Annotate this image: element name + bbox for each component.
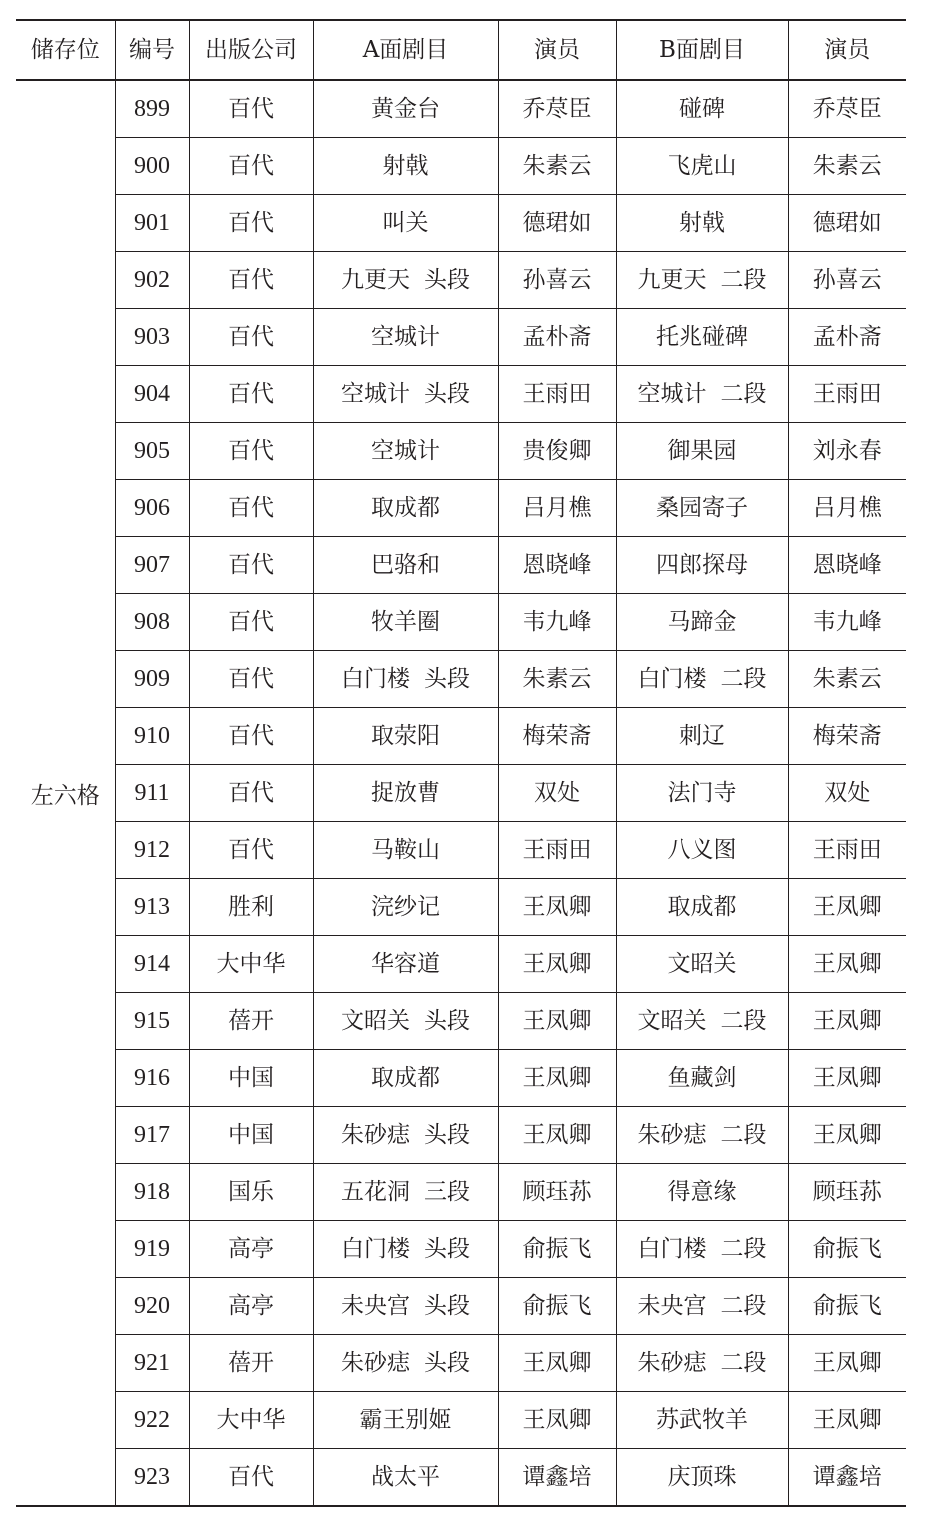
a-side-actor-cell: 王凤卿 xyxy=(498,1392,616,1449)
publisher-cell: 高亭 xyxy=(189,1278,313,1335)
a-side-title-cell-title: 文昭关 xyxy=(341,1008,410,1034)
table-row xyxy=(16,708,906,765)
publisher-cell: 百代 xyxy=(189,80,313,138)
b-side-title-cell-title: 取成都 xyxy=(667,894,737,920)
b-side-title-cell xyxy=(616,309,788,366)
b-side-title-cell-title: 庆顶珠 xyxy=(667,1464,737,1490)
table-row xyxy=(16,1050,906,1107)
record-number-cell: 916 xyxy=(115,1050,189,1107)
a-side-title-cell xyxy=(313,1050,498,1107)
a-side-title-cell xyxy=(313,1107,498,1164)
b-side-title-cell-title: 飞虎山 xyxy=(667,153,737,179)
record-number-cell: 906 xyxy=(115,480,189,537)
b-side-title-cell xyxy=(616,1107,788,1164)
a-side-title-cell xyxy=(313,936,498,993)
a-side-actor-cell: 王凤卿 xyxy=(498,993,616,1050)
b-side-actor-cell: 朱素云 xyxy=(788,651,906,708)
b-side-title-cell-title: 白门楼 xyxy=(637,1236,707,1262)
publisher-cell: 百代 xyxy=(189,366,313,423)
b-side-actor-cell: 王雨田 xyxy=(788,822,906,879)
a-side-title-cell-title: 马鞍山 xyxy=(371,837,440,863)
record-number-cell: 920 xyxy=(115,1278,189,1335)
header-b-side-actor: 演员 xyxy=(788,20,906,80)
b-side-title-cell xyxy=(616,1221,788,1278)
publisher-cell: 百代 xyxy=(189,594,313,651)
publisher-cell: 中国 xyxy=(189,1107,313,1164)
a-side-actor-cell: 孙喜云 xyxy=(498,252,616,309)
publisher-cell: 百代 xyxy=(189,1449,313,1507)
b-side-actor-cell: 双处 xyxy=(788,765,906,822)
b-side-actor-cell: 王雨田 xyxy=(788,366,906,423)
a-side-actor-cell: 贵俊卿 xyxy=(498,423,616,480)
a-side-title-cell-part: 头段 xyxy=(424,1350,470,1376)
a-side-title-cell xyxy=(313,138,498,195)
b-side-title-cell xyxy=(616,1449,788,1507)
b-side-actor-cell: 孙喜云 xyxy=(788,252,906,309)
b-side-title-cell-title: 文昭关 xyxy=(667,951,737,977)
b-side-actor-cell: 俞振飞 xyxy=(788,1278,906,1335)
b-side-actor-cell: 谭鑫培 xyxy=(788,1449,906,1507)
table-row xyxy=(16,1335,906,1392)
table-row xyxy=(16,1221,906,1278)
record-number-cell: 903 xyxy=(115,309,189,366)
record-number-cell: 917 xyxy=(115,1107,189,1164)
table-row xyxy=(16,480,906,537)
a-side-title-cell xyxy=(313,594,498,651)
b-side-title-cell xyxy=(616,594,788,651)
a-side-title-cell xyxy=(313,1449,498,1507)
record-number-cell: 899 xyxy=(115,80,189,138)
table-row xyxy=(16,309,906,366)
a-side-actor-cell: 双处 xyxy=(498,765,616,822)
a-side-title-cell-title: 未央宫 xyxy=(341,1293,410,1319)
a-side-actor-cell: 王凤卿 xyxy=(498,1107,616,1164)
b-side-actor-cell: 王凤卿 xyxy=(788,1392,906,1449)
a-side-title-cell xyxy=(313,765,498,822)
b-side-title-cell xyxy=(616,1335,788,1392)
b-side-title-cell-title: 马蹄金 xyxy=(667,609,737,635)
b-side-title-cell-title: 法门寺 xyxy=(667,780,737,806)
b-side-title-cell-title: 鱼藏剑 xyxy=(667,1065,737,1091)
b-side-actor-cell: 刘永春 xyxy=(788,423,906,480)
b-side-title-cell xyxy=(616,423,788,480)
b-side-title-cell-part: 二段 xyxy=(720,1293,767,1319)
table-row xyxy=(16,1107,906,1164)
table-body xyxy=(16,80,906,1506)
a-side-actor-cell: 顾珏荪 xyxy=(498,1164,616,1221)
publisher-cell: 国乐 xyxy=(189,1164,313,1221)
a-side-actor-cell: 王雨田 xyxy=(498,822,616,879)
b-side-title-cell-title: 御果园 xyxy=(667,438,737,464)
header-storage: 储存位 xyxy=(16,20,115,80)
b-side-actor-cell: 恩晓峰 xyxy=(788,537,906,594)
table-row xyxy=(16,195,906,252)
b-side-title-cell-title: 得意缘 xyxy=(667,1179,737,1205)
b-side-title-cell-title: 刺辽 xyxy=(679,723,725,749)
record-number-cell: 918 xyxy=(115,1164,189,1221)
b-side-title-cell-title: 九更天 xyxy=(637,267,707,293)
publisher-cell: 蓓开 xyxy=(189,1335,313,1392)
a-side-title-cell xyxy=(313,423,498,480)
a-side-title-cell-title: 白门楼 xyxy=(341,1236,410,1262)
a-side-title-cell xyxy=(313,822,498,879)
publisher-cell: 百代 xyxy=(189,537,313,594)
record-number-cell: 923 xyxy=(115,1449,189,1507)
b-side-actor-cell: 顾珏荪 xyxy=(788,1164,906,1221)
a-side-title-cell-part: 头段 xyxy=(424,1236,470,1262)
a-side-actor-cell: 朱素云 xyxy=(498,138,616,195)
b-side-title-cell-title: 未央宫 xyxy=(637,1293,707,1319)
table-row xyxy=(16,936,906,993)
a-side-title-cell xyxy=(313,1335,498,1392)
a-side-title-cell-title: 华容道 xyxy=(371,951,440,977)
a-side-actor-cell: 俞振飞 xyxy=(498,1278,616,1335)
a-side-title-cell-part: 头段 xyxy=(424,381,470,407)
table-row xyxy=(16,993,906,1050)
publisher-cell: 大中华 xyxy=(189,1392,313,1449)
a-side-title-cell-title: 白门楼 xyxy=(341,666,410,692)
a-side-title-cell-title: 捉放曹 xyxy=(371,780,440,806)
table-row xyxy=(16,537,906,594)
b-side-title-cell xyxy=(616,480,788,537)
a-side-title-cell-title: 浣纱记 xyxy=(371,894,440,920)
b-side-actor-cell: 王凤卿 xyxy=(788,993,906,1050)
a-side-actor-cell: 恩晓峰 xyxy=(498,537,616,594)
publisher-cell: 百代 xyxy=(189,765,313,822)
header-b-side-title: B面剧目 xyxy=(616,20,788,80)
b-side-title-cell xyxy=(616,138,788,195)
table-row xyxy=(16,651,906,708)
publisher-cell: 百代 xyxy=(189,195,313,252)
a-side-title-cell-title: 黄金台 xyxy=(371,96,440,122)
a-side-title-cell-title: 巴骆和 xyxy=(371,552,440,578)
table-row xyxy=(16,765,906,822)
a-side-title-cell-title: 取成都 xyxy=(371,495,440,521)
publisher-cell: 百代 xyxy=(189,423,313,480)
table-row xyxy=(16,1278,906,1335)
storage-location-cell: 左六格 xyxy=(16,80,115,1506)
record-number-cell: 914 xyxy=(115,936,189,993)
table-row xyxy=(16,594,906,651)
a-side-actor-cell: 德珺如 xyxy=(498,195,616,252)
record-number-cell: 915 xyxy=(115,993,189,1050)
a-side-title-cell-part: 三段 xyxy=(424,1179,470,1205)
a-side-title-cell-title: 五花洞 xyxy=(341,1179,410,1205)
publisher-cell: 胜利 xyxy=(189,879,313,936)
header-number: 编号 xyxy=(115,20,189,80)
publisher-cell: 大中华 xyxy=(189,936,313,993)
b-side-title-cell xyxy=(616,537,788,594)
a-side-actor-cell: 王凤卿 xyxy=(498,1050,616,1107)
table-row xyxy=(16,1392,906,1449)
b-side-title-cell-title: 文昭关 xyxy=(637,1008,707,1034)
a-side-actor-cell: 乔荩臣 xyxy=(498,80,616,138)
a-side-actor-cell: 孟朴斋 xyxy=(498,309,616,366)
b-side-title-cell-title: 射戟 xyxy=(679,210,725,236)
a-side-title-cell-part: 头段 xyxy=(424,1008,470,1034)
b-side-title-cell xyxy=(616,366,788,423)
a-side-actor-cell: 俞振飞 xyxy=(498,1221,616,1278)
b-side-title-cell-part: 二段 xyxy=(720,666,767,692)
b-side-title-cell xyxy=(616,936,788,993)
record-number-cell: 922 xyxy=(115,1392,189,1449)
b-side-actor-cell: 吕月樵 xyxy=(788,480,906,537)
a-side-title-cell-part: 头段 xyxy=(424,267,470,293)
table-row xyxy=(16,1164,906,1221)
a-side-actor-cell: 王凤卿 xyxy=(498,1335,616,1392)
table-row xyxy=(16,366,906,423)
b-side-title-cell xyxy=(616,252,788,309)
b-side-actor-cell: 王凤卿 xyxy=(788,1050,906,1107)
a-side-title-cell xyxy=(313,537,498,594)
record-number-cell: 911 xyxy=(115,765,189,822)
table-row xyxy=(16,1449,906,1507)
a-side-title-cell xyxy=(313,80,498,138)
a-side-title-cell-title: 取成都 xyxy=(371,1065,440,1091)
record-number-cell: 909 xyxy=(115,651,189,708)
a-side-title-cell-title: 叫关 xyxy=(382,210,429,236)
b-side-title-cell xyxy=(616,708,788,765)
b-side-title-cell xyxy=(616,651,788,708)
b-side-actor-cell: 乔荩臣 xyxy=(788,80,906,138)
a-side-title-cell xyxy=(313,1164,498,1221)
record-number-cell: 907 xyxy=(115,537,189,594)
record-number-cell: 910 xyxy=(115,708,189,765)
a-side-title-cell-part: 头段 xyxy=(424,666,470,692)
b-side-title-cell xyxy=(616,1392,788,1449)
b-side-actor-cell: 朱素云 xyxy=(788,138,906,195)
b-side-title-cell-part: 二段 xyxy=(720,1350,767,1376)
b-side-title-cell xyxy=(616,1278,788,1335)
a-side-actor-cell: 王雨田 xyxy=(498,366,616,423)
b-side-title-cell-part: 二段 xyxy=(720,1008,767,1034)
b-side-actor-cell: 韦九峰 xyxy=(788,594,906,651)
publisher-cell: 百代 xyxy=(189,252,313,309)
b-side-actor-cell: 王凤卿 xyxy=(788,879,906,936)
a-side-title-cell xyxy=(313,366,498,423)
a-side-title-cell-title: 取荥阳 xyxy=(371,723,440,749)
b-side-actor-cell: 孟朴斋 xyxy=(788,309,906,366)
a-side-title-cell-title: 霸王别姬 xyxy=(359,1407,452,1433)
a-side-title-cell xyxy=(313,651,498,708)
b-side-actor-cell: 王凤卿 xyxy=(788,936,906,993)
b-side-title-cell xyxy=(616,1050,788,1107)
record-number-cell: 900 xyxy=(115,138,189,195)
b-side-title-cell-title: 朱砂痣 xyxy=(637,1350,707,1376)
b-side-title-cell xyxy=(616,879,788,936)
b-side-actor-cell: 王凤卿 xyxy=(788,1335,906,1392)
a-side-title-cell-title: 朱砂痣 xyxy=(341,1122,410,1148)
publisher-cell: 蓓开 xyxy=(189,993,313,1050)
table-row xyxy=(16,822,906,879)
a-side-title-cell xyxy=(313,1278,498,1335)
b-side-title-cell-part: 二段 xyxy=(720,1236,767,1262)
a-side-title-cell-title: 牧羊圈 xyxy=(371,609,440,635)
record-number-cell: 912 xyxy=(115,822,189,879)
a-side-title-cell-title: 射戟 xyxy=(382,153,429,179)
a-side-title-cell xyxy=(313,993,498,1050)
a-side-actor-cell: 王凤卿 xyxy=(498,879,616,936)
a-side-title-cell xyxy=(313,879,498,936)
a-side-title-cell-title: 空城计 xyxy=(371,324,440,350)
header-company: 出版公司 xyxy=(189,20,313,80)
publisher-cell: 百代 xyxy=(189,138,313,195)
record-number-cell: 913 xyxy=(115,879,189,936)
b-side-title-cell-part: 二段 xyxy=(720,381,767,407)
publisher-cell: 百代 xyxy=(189,651,313,708)
a-side-actor-cell: 朱素云 xyxy=(498,651,616,708)
b-side-title-cell xyxy=(616,1164,788,1221)
b-side-title-cell-title: 八义图 xyxy=(667,837,737,863)
record-number-cell: 904 xyxy=(115,366,189,423)
b-side-title-cell xyxy=(616,822,788,879)
table-row xyxy=(16,423,906,480)
a-side-title-cell-title: 战太平 xyxy=(371,1464,440,1490)
record-number-cell: 919 xyxy=(115,1221,189,1278)
a-side-title-cell xyxy=(313,309,498,366)
b-side-title-cell-title: 四郎探母 xyxy=(656,552,748,578)
record-number-cell: 901 xyxy=(115,195,189,252)
a-side-actor-cell: 韦九峰 xyxy=(498,594,616,651)
a-side-title-cell-title: 朱砂痣 xyxy=(341,1350,410,1376)
a-side-title-cell-part: 头段 xyxy=(424,1293,470,1319)
b-side-title-cell xyxy=(616,765,788,822)
b-side-title-cell xyxy=(616,80,788,138)
b-side-actor-cell: 王凤卿 xyxy=(788,1107,906,1164)
table-row xyxy=(16,252,906,309)
record-number-cell: 908 xyxy=(115,594,189,651)
publisher-cell: 中国 xyxy=(189,1050,313,1107)
b-side-actor-cell: 德珺如 xyxy=(788,195,906,252)
b-side-title-cell-title: 碰碑 xyxy=(679,96,725,122)
a-side-title-cell xyxy=(313,1221,498,1278)
b-side-title-cell-title: 白门楼 xyxy=(637,666,707,692)
a-side-title-cell-title: 空城计 xyxy=(341,381,410,407)
record-table xyxy=(16,19,906,1507)
header-a-side-title: A面剧目 xyxy=(313,20,498,80)
b-side-title-cell xyxy=(616,993,788,1050)
a-side-title-cell-title: 空城计 xyxy=(371,438,440,464)
b-side-actor-cell: 梅荣斋 xyxy=(788,708,906,765)
publisher-cell: 百代 xyxy=(189,480,313,537)
a-side-title-cell-title: 九更天 xyxy=(341,267,410,293)
b-side-title-cell-title: 朱砂痣 xyxy=(637,1122,707,1148)
a-side-title-cell xyxy=(313,480,498,537)
b-side-title-cell-title: 苏武牧羊 xyxy=(656,1407,748,1433)
b-side-title-cell-part: 二段 xyxy=(720,267,767,293)
a-side-title-cell xyxy=(313,708,498,765)
table-row xyxy=(16,879,906,936)
b-side-actor-cell: 俞振飞 xyxy=(788,1221,906,1278)
publisher-cell: 高亭 xyxy=(189,1221,313,1278)
record-number-cell: 921 xyxy=(115,1335,189,1392)
table-row xyxy=(16,80,906,138)
header-row xyxy=(16,20,906,80)
b-side-title-cell-part: 二段 xyxy=(720,1122,767,1148)
publisher-cell: 百代 xyxy=(189,309,313,366)
header-a-side-actor: 演员 xyxy=(498,20,616,80)
a-side-title-cell xyxy=(313,195,498,252)
record-number-cell: 902 xyxy=(115,252,189,309)
a-side-actor-cell: 王凤卿 xyxy=(498,936,616,993)
a-side-title-cell xyxy=(313,1392,498,1449)
a-side-title-cell-part: 头段 xyxy=(424,1122,470,1148)
record-number-cell: 905 xyxy=(115,423,189,480)
b-side-title-cell-title: 空城计 xyxy=(637,381,707,407)
a-side-title-cell xyxy=(313,252,498,309)
b-side-title-cell xyxy=(616,195,788,252)
b-side-title-cell-title: 桑园寄子 xyxy=(656,495,748,521)
a-side-actor-cell: 吕月樵 xyxy=(498,480,616,537)
publisher-cell: 百代 xyxy=(189,822,313,879)
b-side-title-cell-title: 托兆碰碑 xyxy=(656,324,748,350)
a-side-actor-cell: 梅荣斋 xyxy=(498,708,616,765)
a-side-actor-cell: 谭鑫培 xyxy=(498,1449,616,1507)
publisher-cell: 百代 xyxy=(189,708,313,765)
table-row xyxy=(16,138,906,195)
